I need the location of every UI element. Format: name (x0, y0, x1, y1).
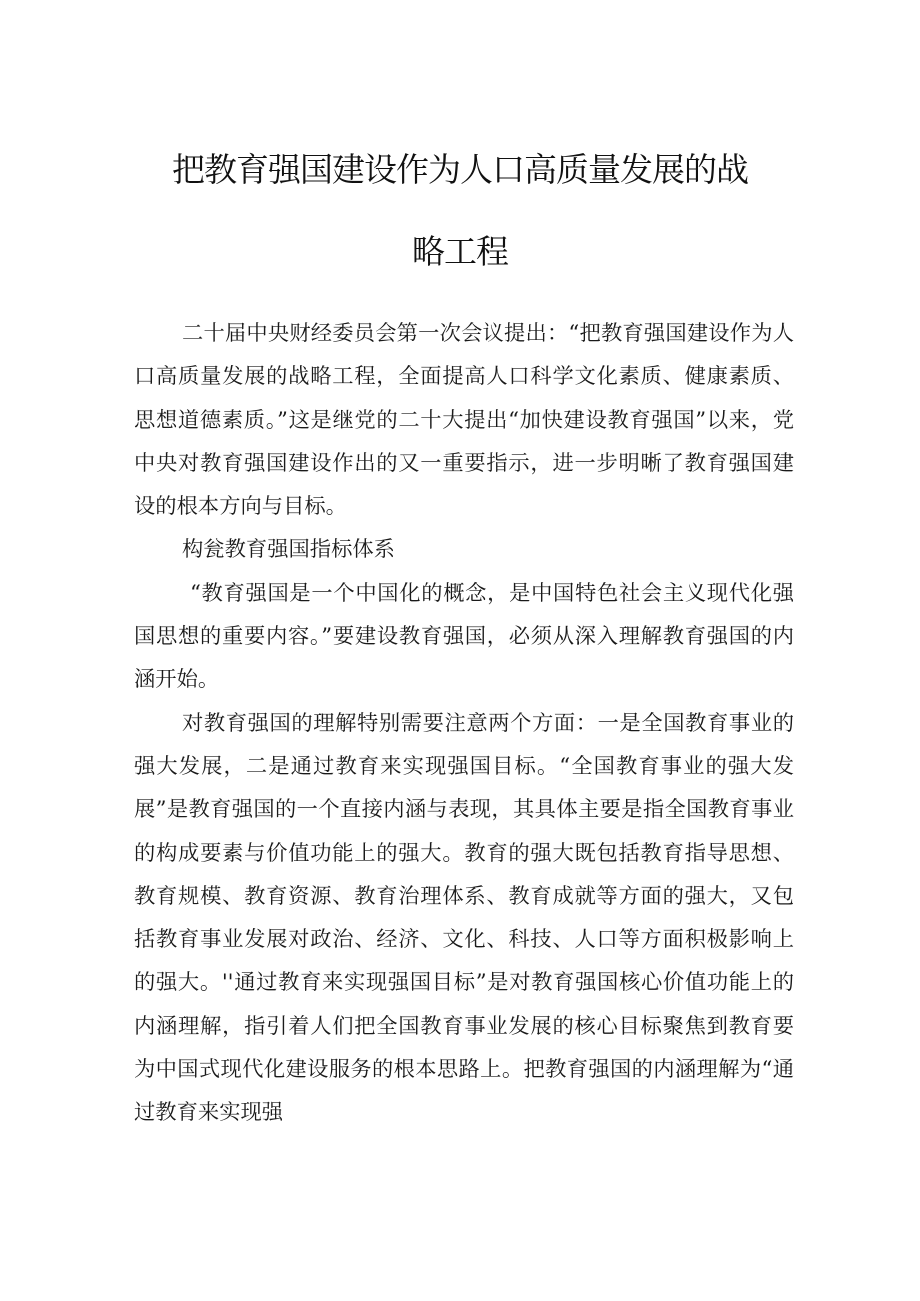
document-body (134, 312, 794, 1135)
document-title-line-1: 把教育强国建设作为人口高质量发展的战 (172, 150, 748, 189)
section-heading: 构瓮教育强国指标体系 (182, 537, 395, 563)
paragraph-intro: 二十届中央财经委员会第一次会议提出：“把教育强国建设作为人口高质量发展的战略工程，全面提高人口科学文化素质、健康素质、思想道德素质。”这是继党的二十大提出“加快建设教育强国”以来，党中央对教育强国建设作出的又一重要指示，进一步明晰了教育强国建设的根本方向与目标。 (134, 321, 794, 520)
paragraph-quote: “教育强国是一个中国化的概念，是中国特色社会主义现代化强国思想的重要内容。”要建设教育强国，必须从深入理解教育强国的内涵开始。 (134, 580, 794, 693)
document-title-line-2: 略工程 (412, 232, 508, 271)
paragraph-understanding: 对教育强国的理解特别需要注意两个方面：一是全国教育事业的强大发展，二是通过教育来实现强国目标。“全国教育事业的强大发展”是教育强国的一个直接内涵与表现，其具体主要是指全国教育事业的构成要素与价值功能上的强大。教育的强大既包括教育指导思想、教育规模、教育资源、教育治理体系、教育成就等方面的强大，又包括教育事业发展对政治、经济、文化、科技、人口等方面积极影响上的强大。''通过教育来实现强国目标”是对教育强国核心价值功能上的内涵理解，指引着人们把全国教育事业发展的核心目标聚焦到教育要为中国式现代化建设服务的根本思路上。把教育强国的内涵理解为“通过教育来实现强 (134, 710, 794, 1126)
